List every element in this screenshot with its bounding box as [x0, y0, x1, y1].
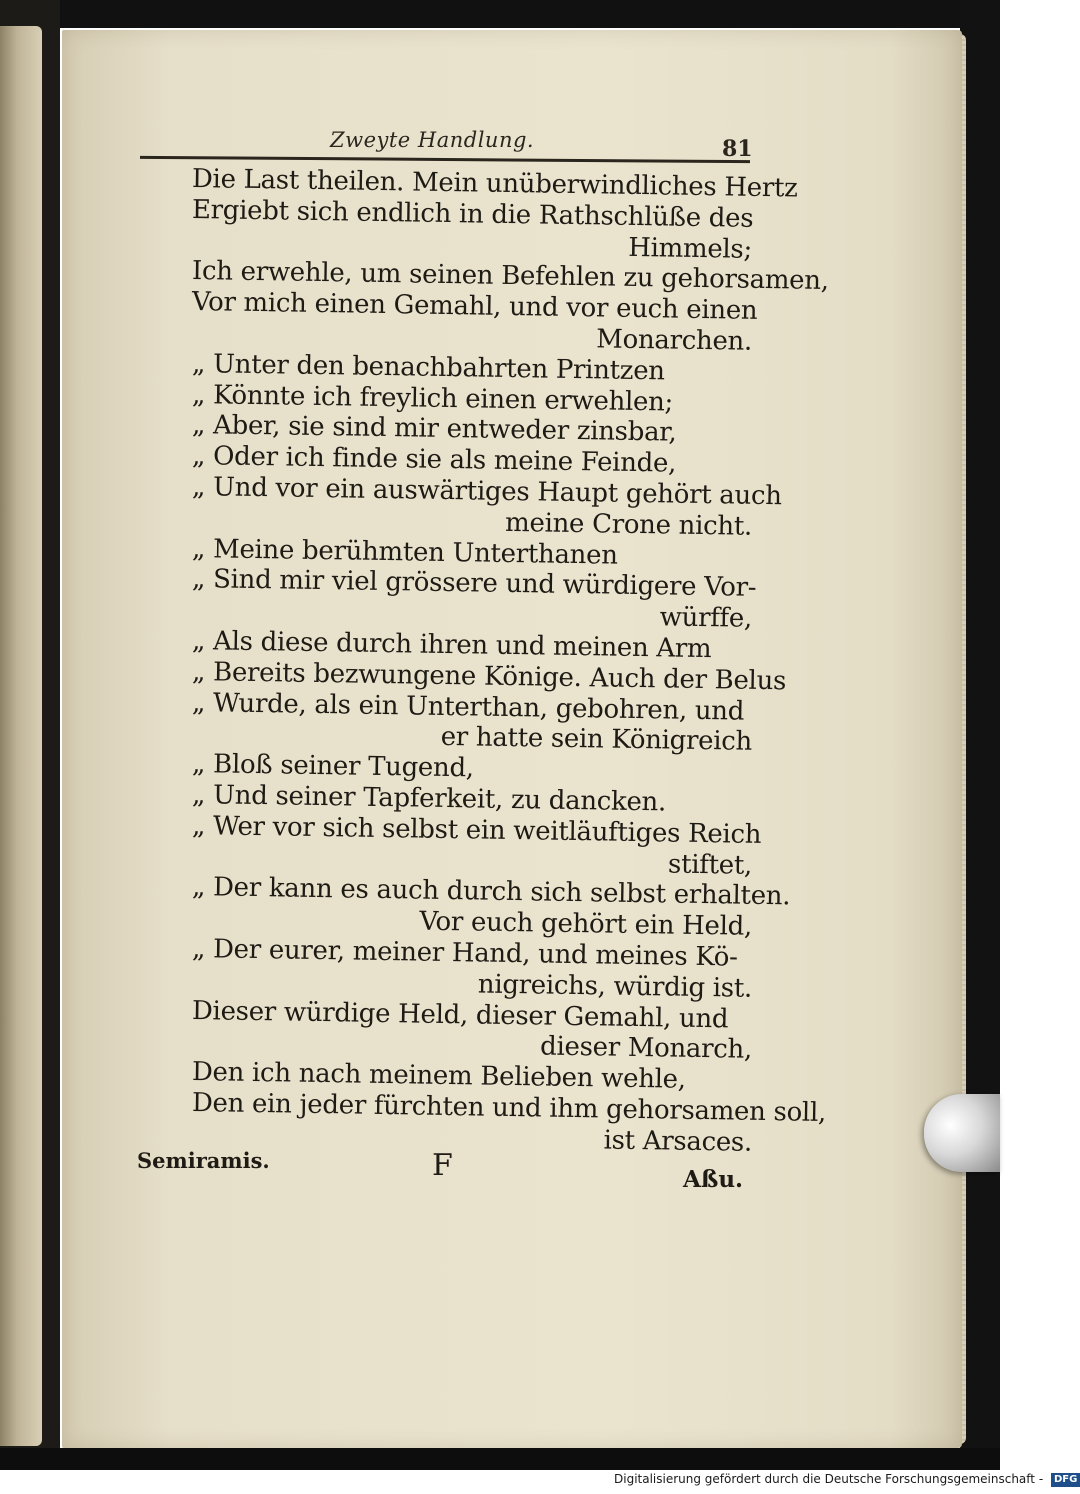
- text-line: „ Als diese durch ihren und meinen Arm: [191, 625, 712, 665]
- text-line: „ Sind mir viel grössere und würdigere Vor-: [191, 564, 757, 604]
- text-line: Vor mich einen Gemahl, und vor euch einen: [191, 287, 758, 327]
- facing-page-edge: [0, 26, 42, 1446]
- scan-background-right: [960, 0, 1000, 1470]
- text-line: „ Aber, sie sind mir entweder zinsbar,: [191, 410, 677, 448]
- catchword: Aßu.: [683, 1166, 744, 1193]
- running-head: Zweyte Handlung.: [330, 128, 535, 152]
- signature-mark: F: [432, 1148, 453, 1183]
- verse-text-block: [191, 164, 829, 1158]
- text-line: dieser Monarch,: [539, 1031, 753, 1066]
- credit-text: Digitalisierung gefördert durch die Deutsche Forschungsgemeinschaft -: [614, 1472, 1044, 1486]
- text-line: Monarchen.: [596, 324, 753, 357]
- text-line: meine Crone nicht.: [504, 507, 753, 542]
- text-line: Dieser würdige Held, dieser Gemahl, und: [191, 995, 729, 1034]
- text-line: „ Unter den benachbahrten Printzen: [191, 348, 665, 387]
- text-line: „ Wurde, als ein Unterthan, gebohren, und: [191, 687, 745, 727]
- footer-title: Semiramis.: [137, 1148, 270, 1173]
- text-line: „ Bereits bezwungene Könige. Auch der Belus: [191, 656, 787, 697]
- text-line: würffe,: [659, 602, 753, 634]
- page-clip: [924, 1094, 1000, 1172]
- text-line: Vor euch gehört ein Held,: [419, 906, 753, 942]
- text-line: Den ein jeder fürchten und ihm gehorsamen soll,: [191, 1087, 827, 1128]
- text-line: „ Der eurer, meiner Hand, und meines Kö-: [191, 933, 738, 973]
- text-line: ist Arsaces.: [603, 1125, 753, 1158]
- digitization-credit: [614, 1472, 1078, 1487]
- text-line: „ Und seiner Tapferkeit, zu dancken.: [191, 779, 667, 818]
- text-line: „ Bloß seiner Tugend,: [191, 749, 475, 784]
- text-line: „ Der kann es auch durch sich selbst erhalten.: [191, 872, 791, 912]
- text-line: Den ich nach meinem Belieben wehle,: [191, 1057, 686, 1095]
- scan-background-bottom: [0, 1448, 1000, 1470]
- text-line: „ Oder ich finde sie als meine Feinde,: [191, 441, 677, 479]
- text-line: „ Und vor ein auswärtiges Haupt gehört auch: [191, 471, 782, 512]
- text-line: „ Wer vor sich selbst ein weitläuftiges Reich: [191, 810, 762, 850]
- text-line: er hatte sein Königreich: [440, 722, 753, 758]
- text-line: nigreichs, würdig ist.: [477, 969, 753, 1004]
- text-line: Himmels;: [628, 232, 753, 265]
- dfg-logo: DFG: [1051, 1473, 1080, 1487]
- text-line: Ergiebt sich endlich in die Rathschlüße des: [191, 194, 754, 234]
- text-line: Ich erwehle, um seinen Befehlen zu gehorsamen,: [191, 256, 829, 297]
- text-line: stiftet,: [667, 849, 753, 881]
- scan-background-top: [0, 0, 1000, 28]
- text-line: „ Meine berühmten Unterthanen: [191, 533, 618, 571]
- page-number: 81: [722, 136, 753, 162]
- text-line: Die Last theilen. Mein unüberwindliches Hertz: [191, 164, 798, 204]
- text-line: „ Könnte ich freylich einen erwehlen;: [191, 379, 674, 418]
